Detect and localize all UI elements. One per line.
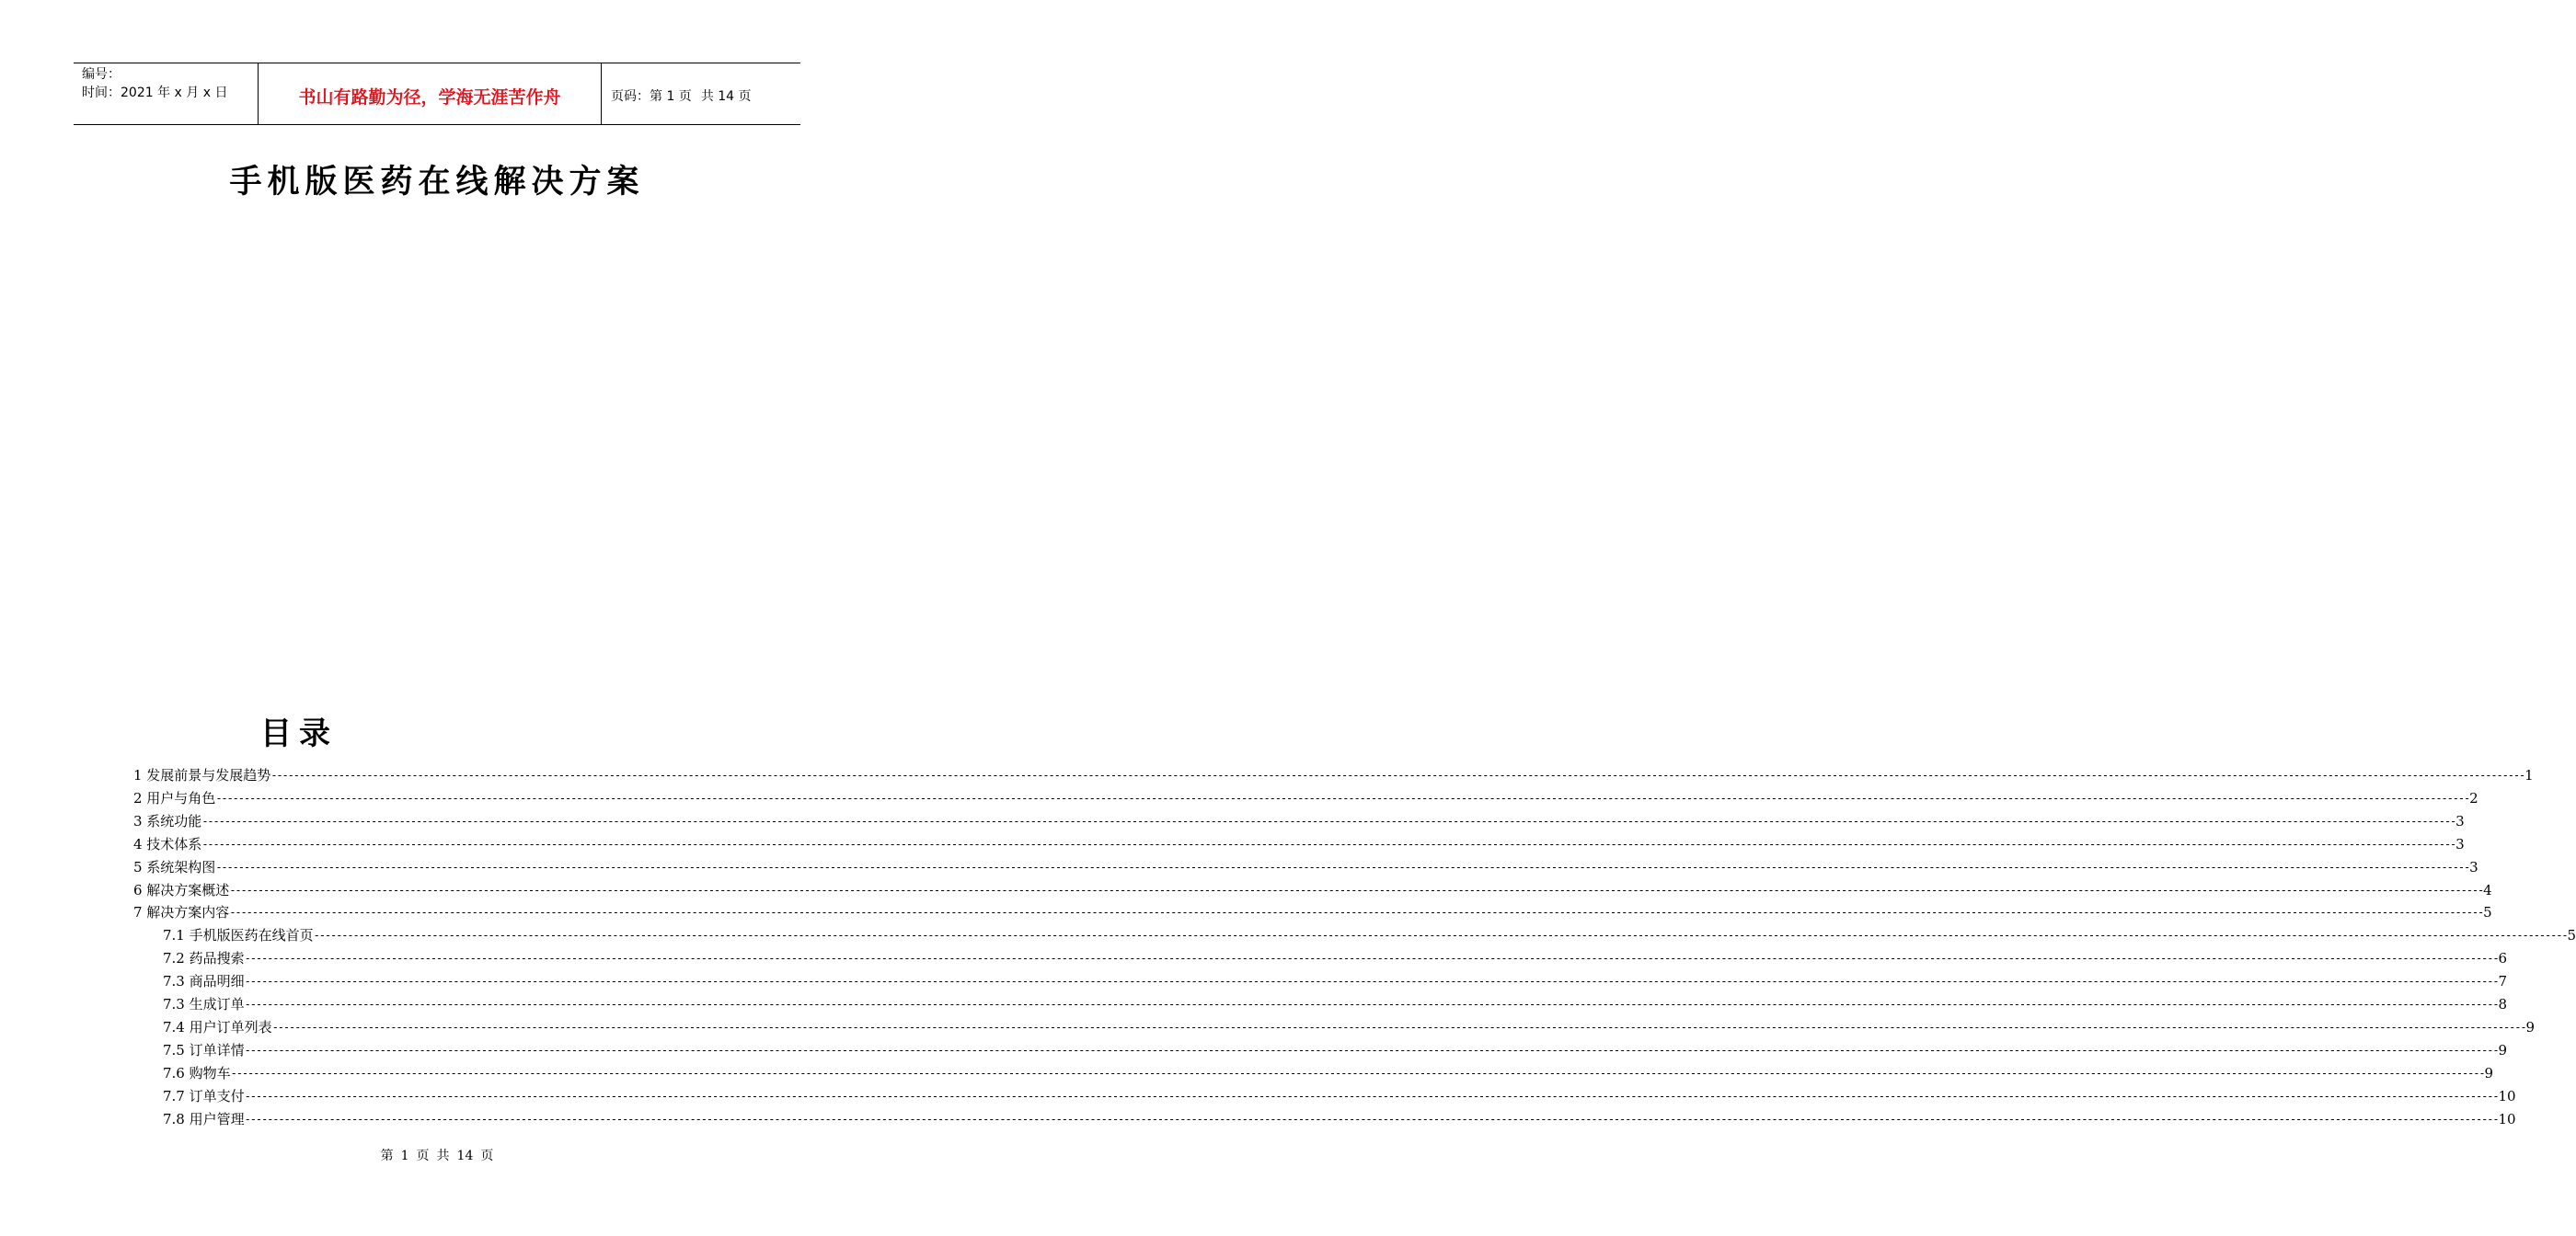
toc-leader-dots: ---------------------------------------------------------------------------------------------------------------------------------------------------------------------------------------------------------------------------------------------------------------------------------------------------------------------------------------------------------------------------------------------------------------- xyxy=(244,998,2499,1011)
toc-item-label: 7.6 购物车 xyxy=(163,1064,231,1082)
toc-leader-dots: ---------------------------------------------------------------------------------------------------------------------------------------------------------------------------------------------------------------------------------------------------------------------------------------------------------------------------------------------------------------------------------------------------------------- xyxy=(271,1020,2526,1034)
toc-item[interactable] xyxy=(163,1085,2516,1108)
toc-item-page: 10 xyxy=(2498,1110,2516,1127)
document-time-label: 时间：2021 年 x 月 x 日 xyxy=(82,86,228,100)
toc-item[interactable] xyxy=(163,993,2508,1016)
toc-item-label: 7.2 药品搜索 xyxy=(163,950,245,967)
footer-total: 14 xyxy=(456,1149,474,1163)
toc-leader-dots: ---------------------------------------------------------------------------------------------------------------------------------------------------------------------------------------------------------------------------------------------------------------------------------------------------------------------------------------------------------------------------------------------------------------- xyxy=(229,906,2484,920)
toc-leader-dots: ---------------------------------------------------------------------------------------------------------------------------------------------------------------------------------------------------------------------------------------------------------------------------------------------------------------------------------------------------------------------------------------------------------------- xyxy=(313,929,2568,943)
toc-item[interactable] xyxy=(133,901,2492,924)
toc-leader-dots: ---------------------------------------------------------------------------------------------------------------------------------------------------------------------------------------------------------------------------------------------------------------------------------------------------------------------------------------------------------------------------------------------------------------- xyxy=(244,1112,2499,1126)
toc-item-label: 3 系统功能 xyxy=(133,812,202,830)
toc-item[interactable] xyxy=(163,970,2508,993)
toc-item[interactable] xyxy=(133,856,2478,879)
toc-leader-dots: ---------------------------------------------------------------------------------------------------------------------------------------------------------------------------------------------------------------------------------------------------------------------------------------------------------------------------------------------------------------------------------------------------------------- xyxy=(215,860,2470,874)
footer-total-unit: 页 xyxy=(480,1149,494,1163)
toc-item-page: 9 xyxy=(2498,1041,2508,1059)
toc-item-label: 2 用户与角色 xyxy=(133,789,216,807)
toc-item-page: 9 xyxy=(2484,1064,2494,1082)
toc-item[interactable] xyxy=(163,924,2576,947)
header-page-info xyxy=(602,63,800,124)
toc-item[interactable] xyxy=(163,1039,2508,1062)
toc-leader-dots: ---------------------------------------------------------------------------------------------------------------------------------------------------------------------------------------------------------------------------------------------------------------------------------------------------------------------------------------------------------------------------------------------------------------- xyxy=(230,1066,2485,1080)
toc-item-label: 1 发展前景与发展趋势 xyxy=(133,767,271,784)
document-number-label: 编号： xyxy=(82,67,121,82)
footer-page-unit: 页 xyxy=(416,1149,430,1163)
toc-item-page: 3 xyxy=(2455,835,2465,853)
toc-heading: 目录 xyxy=(260,715,338,752)
footer-page-number: 1 xyxy=(400,1149,409,1163)
footer-prefix: 第 xyxy=(380,1149,394,1163)
toc-leader-dots: ---------------------------------------------------------------------------------------------------------------------------------------------------------------------------------------------------------------------------------------------------------------------------------------------------------------------------------------------------------------------------------------------------------------- xyxy=(244,1089,2499,1103)
toc-item[interactable] xyxy=(133,764,2534,787)
toc-item-label: 7 解决方案内容 xyxy=(133,904,230,921)
toc-leader-dots: ---------------------------------------------------------------------------------------------------------------------------------------------------------------------------------------------------------------------------------------------------------------------------------------------------------------------------------------------------------------------------------------------------------------- xyxy=(201,814,2456,828)
toc-item-label: 7.4 用户订单列表 xyxy=(163,1018,272,1036)
header-total-label: 共 14 页 xyxy=(700,89,752,104)
toc-item[interactable] xyxy=(163,1062,2494,1085)
toc-item-page: 3 xyxy=(2455,812,2465,830)
toc-leader-dots: ---------------------------------------------------------------------------------------------------------------------------------------------------------------------------------------------------------------------------------------------------------------------------------------------------------------------------------------------------------------------------------------------------------------- xyxy=(215,791,2470,805)
toc-item-page: 1 xyxy=(2524,767,2534,784)
toc-item-label: 4 技术体系 xyxy=(133,835,202,853)
toc-item[interactable] xyxy=(133,787,2478,810)
toc-leader-dots: ---------------------------------------------------------------------------------------------------------------------------------------------------------------------------------------------------------------------------------------------------------------------------------------------------------------------------------------------------------------------------------------------------------------- xyxy=(244,975,2499,989)
toc-leader-dots: ---------------------------------------------------------------------------------------------------------------------------------------------------------------------------------------------------------------------------------------------------------------------------------------------------------------------------------------------------------------------------------------------------------------- xyxy=(270,769,2525,782)
toc-item-page: 3 xyxy=(2469,858,2478,876)
toc-item-label: 7.8 用户管理 xyxy=(163,1110,245,1127)
page-header xyxy=(74,63,800,125)
toc-item-page: 6 xyxy=(2498,950,2508,967)
toc-leader-dots: ---------------------------------------------------------------------------------------------------------------------------------------------------------------------------------------------------------------------------------------------------------------------------------------------------------------------------------------------------------------------------------------------------------------- xyxy=(229,883,2484,897)
toc-item-label: 7.3 生成订单 xyxy=(163,996,245,1013)
toc-item-page: 5 xyxy=(2483,904,2492,921)
toc-leader-dots: ---------------------------------------------------------------------------------------------------------------------------------------------------------------------------------------------------------------------------------------------------------------------------------------------------------------------------------------------------------------------------------------------------------------- xyxy=(244,1043,2499,1057)
toc-item-label: 7.3 商品明细 xyxy=(163,973,245,990)
toc-item-page: 10 xyxy=(2498,1087,2516,1104)
toc-item-page: 8 xyxy=(2498,996,2508,1013)
toc-item-page: 9 xyxy=(2525,1018,2536,1036)
header-page-label: 页码：第 1 页 xyxy=(611,89,692,104)
toc-item[interactable] xyxy=(133,879,2492,902)
toc-item-label: 7.1 手机版医药在线首页 xyxy=(163,927,314,944)
toc-leader-dots: ---------------------------------------------------------------------------------------------------------------------------------------------------------------------------------------------------------------------------------------------------------------------------------------------------------------------------------------------------------------------------------------------------------------- xyxy=(244,952,2499,966)
toc-item[interactable] xyxy=(163,1108,2516,1131)
toc-item[interactable] xyxy=(163,947,2508,970)
toc-item[interactable] xyxy=(133,833,2465,856)
toc-item-page: 4 xyxy=(2483,881,2492,898)
toc-item[interactable] xyxy=(133,810,2465,833)
footer-total-prefix: 共 xyxy=(436,1149,450,1163)
page-footer xyxy=(0,1146,874,1164)
document-title: 手机版医药在线解决方案 xyxy=(229,163,645,200)
header-meta xyxy=(74,63,259,124)
toc-item[interactable] xyxy=(163,1016,2536,1039)
toc-item-label: 5 系统架构图 xyxy=(133,858,216,876)
toc-item-label: 7.5 订单详情 xyxy=(163,1041,245,1059)
header-motto: 书山有路勤为径，学海无涯苦作舟 xyxy=(259,63,602,124)
toc-item-page: 2 xyxy=(2469,789,2478,807)
toc-item-page: 7 xyxy=(2498,973,2508,990)
toc-item-label: 6 解决方案概述 xyxy=(133,881,230,898)
toc-item-label: 7.7 订单支付 xyxy=(163,1087,245,1104)
toc-item-page: 5 xyxy=(2567,927,2576,944)
toc-leader-dots: ---------------------------------------------------------------------------------------------------------------------------------------------------------------------------------------------------------------------------------------------------------------------------------------------------------------------------------------------------------------------------------------------------------------- xyxy=(201,837,2456,851)
